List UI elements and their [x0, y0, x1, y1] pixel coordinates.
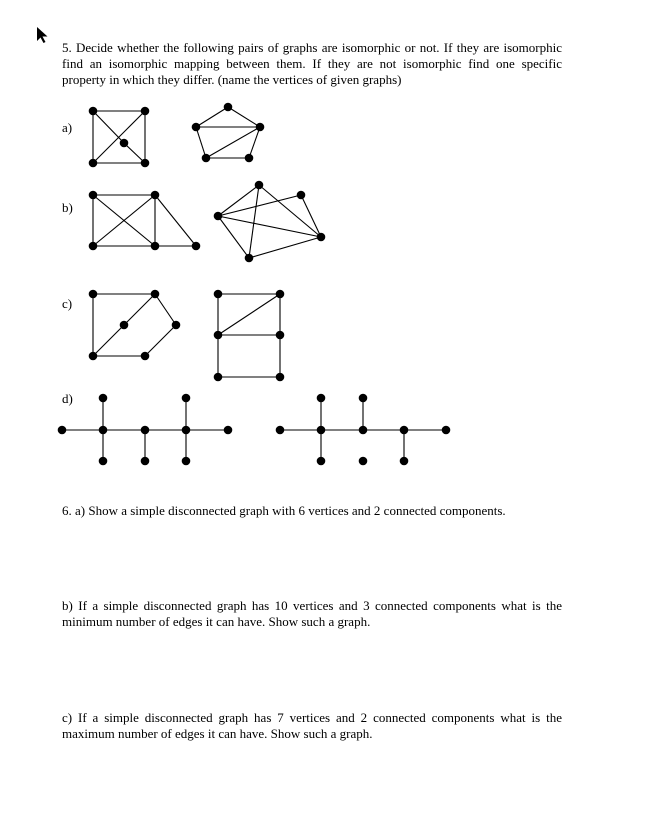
graph-a-left [89, 107, 150, 168]
graph-a-right [192, 103, 265, 163]
graph-d-right [276, 394, 451, 466]
graph-c-left [89, 290, 181, 361]
graph-b-right [214, 181, 326, 263]
label-d: d) [62, 391, 73, 406]
problem-6c-text: c) If a simple disconnected graph has 7 vertices and 2 connected components what is the maximum number of edges it can have. Show such a graph. [62, 710, 562, 741]
problem-6a-text: 6. a) Show a simple disconnected graph with 6 vertices and 2 connected components. [62, 503, 506, 518]
label-b: b) [62, 200, 73, 215]
graph-b-left [89, 191, 201, 251]
label-c: c) [62, 296, 73, 311]
label-a: a) [62, 120, 73, 135]
problem-6b-text: b) If a simple disconnected graph has 10 vertices and 3 connected components what is the minimum number of edges it can have. Show such a graph. [62, 598, 562, 629]
graph-d-left [58, 394, 233, 466]
problem-5-text: 5. Decide whether the following pairs of graphs are isomorphic or not. If they are isomorphic find an isomorphic mapping between them. If they are not isomorphic find one specific property in which they differ. (name the vertices of given graphs) [62, 40, 562, 87]
graph-c-right [214, 290, 285, 382]
